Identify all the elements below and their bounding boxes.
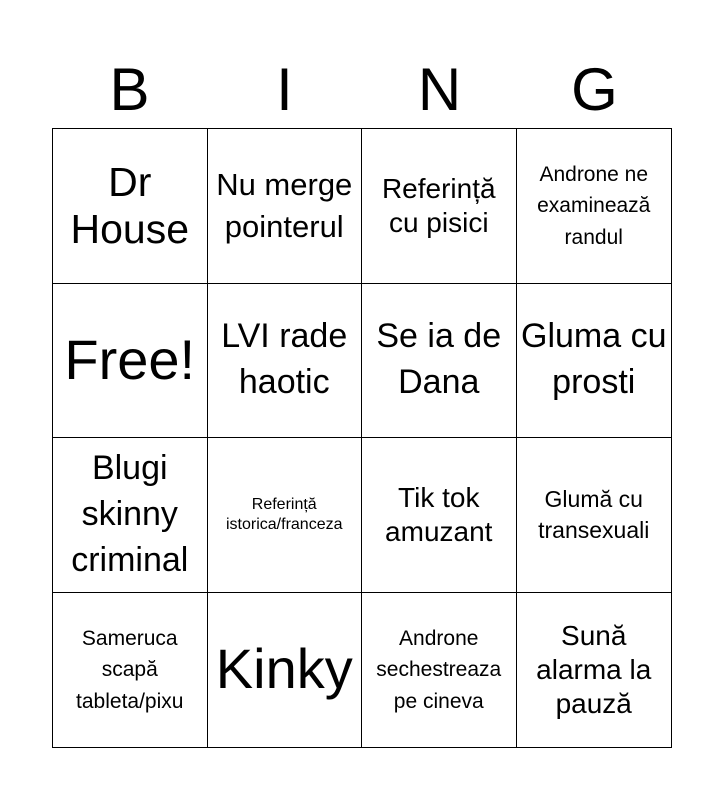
header-letter-b: B: [109, 56, 150, 123]
bingo-cell[interactable]: Kinky: [208, 593, 363, 748]
bingo-cell[interactable]: Glumă cu transexuali: [517, 438, 672, 593]
header-letter-i: I: [276, 56, 293, 123]
bingo-cell[interactable]: Gluma cu prosti: [517, 284, 672, 439]
bingo-cell[interactable]: Sună alarma la pauză: [536, 620, 652, 719]
bingo-board: [52, 128, 672, 748]
bingo-cell[interactable]: Androne ne examinează randul: [517, 129, 672, 284]
bingo-cell[interactable]: Dr House: [53, 129, 208, 284]
bingo-header: [52, 52, 672, 128]
bingo-cell[interactable]: Referință istorica/franceza: [208, 438, 363, 593]
bingo-cell[interactable]: Tik tok amuzant: [362, 438, 517, 593]
bingo-cell[interactable]: Nu merge pointerul: [208, 129, 363, 284]
bingo-cell[interactable]: Referință cu pisici: [362, 129, 517, 284]
header-letter-n: N: [417, 56, 462, 123]
bingo-cell[interactable]: Sameruca scapă tableta/pixu: [53, 593, 208, 748]
free-cell[interactable]: Free!: [53, 284, 208, 439]
bingo-cell[interactable]: Blugi skinny criminal: [53, 438, 208, 593]
header-letter-g: G: [571, 56, 618, 123]
bingo-cell[interactable]: Se ia de Dana: [362, 284, 517, 439]
bingo-cell[interactable]: Androne sechestreaza pe cineva: [362, 593, 517, 748]
bingo-cell[interactable]: LVI rade haotic: [208, 284, 363, 439]
